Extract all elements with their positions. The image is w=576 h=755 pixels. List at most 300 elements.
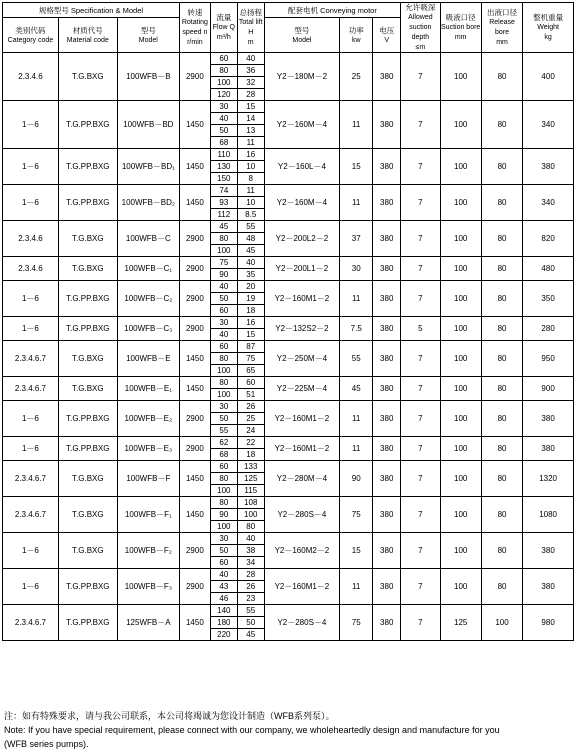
power-cell: 11 <box>340 101 373 149</box>
table-row <box>3 569 574 581</box>
model-cell: 100WFB－B <box>117 53 179 101</box>
head-cell: 65 <box>237 365 264 377</box>
head-cell: 24 <box>237 425 264 437</box>
flow-cell: 90 <box>210 269 237 281</box>
speed-cell: 2900 <box>179 401 210 437</box>
depth-cell: 7 <box>401 257 440 281</box>
head-cell: 45 <box>237 245 264 257</box>
voltage-cell: 380 <box>373 401 401 437</box>
spec-table <box>2 2 574 641</box>
release-cell: 80 <box>481 341 522 377</box>
voltage-cell: 380 <box>373 341 401 377</box>
motor-group-header: 配套电机 Conveying motor <box>264 3 401 18</box>
head-cell: 10 <box>237 161 264 173</box>
weight-cell: 340 <box>523 101 574 149</box>
model-cell: 100WFB－BD₂ <box>117 185 179 221</box>
head-cell: 8.5 <box>237 209 264 221</box>
power-cell: 7.5 <box>340 317 373 341</box>
depth-cell: 7 <box>401 149 440 185</box>
table-row <box>3 185 574 197</box>
head-cell: 48 <box>237 233 264 245</box>
depth-cell: 7 <box>401 341 440 377</box>
motor-cell: Y2－225M－4 <box>264 377 340 401</box>
head-cell: 26 <box>237 581 264 593</box>
motor-cell: Y2－160M－4 <box>264 185 340 221</box>
flow-cell: 40 <box>210 113 237 125</box>
flow-cell: 60 <box>210 461 237 473</box>
voltage-cell: 380 <box>373 281 401 317</box>
depth-cell: 7 <box>401 461 440 497</box>
power-cell: 30 <box>340 257 373 281</box>
table-row <box>3 497 574 509</box>
head-cell: 100 <box>237 509 264 521</box>
flow-cell: 45 <box>210 221 237 233</box>
flow-cell: 80 <box>210 65 237 77</box>
release-cell: 80 <box>481 317 522 341</box>
table-row <box>3 281 574 293</box>
voltage-cell: 380 <box>373 257 401 281</box>
voltage-header: 电压 V <box>373 18 401 53</box>
speed-cell: 1450 <box>179 341 210 377</box>
head-cell: 28 <box>237 89 264 101</box>
speed-cell: 1450 <box>179 101 210 149</box>
speed-cell: 1450 <box>179 149 210 185</box>
flow-cell: 50 <box>210 545 237 557</box>
head-cell: 20 <box>237 281 264 293</box>
suction-cell: 100 <box>440 185 481 221</box>
table-row <box>3 605 574 617</box>
weight-cell: 820 <box>523 221 574 257</box>
table-row <box>3 221 574 233</box>
weight-cell: 280 <box>523 317 574 341</box>
suction-cell: 100 <box>440 53 481 101</box>
head-cell: 26 <box>237 401 264 413</box>
head-cell: 45 <box>237 629 264 641</box>
category-cell: 1－6 <box>3 281 59 317</box>
speed-cell: 1450 <box>179 605 210 641</box>
flow-cell: 90 <box>210 509 237 521</box>
release-cell: 80 <box>481 281 522 317</box>
category-cell: 2.3.4.6.7 <box>3 497 59 533</box>
suction-cell: 100 <box>440 533 481 569</box>
category-cell: 1－6 <box>3 149 59 185</box>
flow-cell: 30 <box>210 401 237 413</box>
suction-cell: 100 <box>440 317 481 341</box>
flow-cell: 100 <box>210 245 237 257</box>
head-cell: 75 <box>237 353 264 365</box>
head-cell: 38 <box>237 545 264 557</box>
suction-cell: 100 <box>440 221 481 257</box>
flow-cell: 62 <box>210 437 237 449</box>
weight-cell: 350 <box>523 281 574 317</box>
head-cell: 55 <box>237 221 264 233</box>
suction-header: 吸液口径 Suction bore mm <box>440 3 481 53</box>
material-cell: T.G.BXG <box>58 533 117 569</box>
flow-cell: 80 <box>210 473 237 485</box>
material-cell: T.G.PP.BXG <box>58 401 117 437</box>
head-cell: 80 <box>237 521 264 533</box>
flow-cell: 110 <box>210 149 237 161</box>
table-row <box>3 257 574 269</box>
speed-cell: 1450 <box>179 377 210 401</box>
voltage-cell: 380 <box>373 53 401 101</box>
category-cell: 2.3.4.6.7 <box>3 341 59 377</box>
power-cell: 90 <box>340 461 373 497</box>
motor-cell: Y2－180M－2 <box>264 53 340 101</box>
head-cell: 125 <box>237 473 264 485</box>
voltage-cell: 380 <box>373 497 401 533</box>
power-header: 功率 kw <box>340 18 373 53</box>
speed-cell: 2900 <box>179 437 210 461</box>
model-cell: 100WFB－C₁ <box>117 257 179 281</box>
table-row <box>3 401 574 413</box>
flow-cell: 50 <box>210 413 237 425</box>
flow-cell: 93 <box>210 197 237 209</box>
depth-cell: 7 <box>401 401 440 437</box>
category-cell: 1－6 <box>3 185 59 221</box>
table-row <box>3 53 574 65</box>
head-cell: 25 <box>237 413 264 425</box>
suction-cell: 100 <box>440 401 481 437</box>
weight-cell: 380 <box>523 437 574 461</box>
flow-cell: 120 <box>210 89 237 101</box>
category-cell: 2.3.4.6.7 <box>3 605 59 641</box>
spec-table-body <box>3 53 574 641</box>
flow-cell: 30 <box>210 101 237 113</box>
depth-cell: 7 <box>401 185 440 221</box>
head-cell: 10 <box>237 197 264 209</box>
flow-header: 流量 Flow Q m³/h <box>210 3 237 53</box>
suction-cell: 100 <box>440 437 481 461</box>
material-cell: T.G.BXG <box>58 221 117 257</box>
head-cell: 55 <box>237 605 264 617</box>
head-cell: 11 <box>237 137 264 149</box>
power-cell: 37 <box>340 221 373 257</box>
table-row <box>3 101 574 113</box>
speed-cell: 2900 <box>179 569 210 605</box>
suction-cell: 100 <box>440 341 481 377</box>
suction-cell: 100 <box>440 497 481 533</box>
model-cell: 100WFB－F₃ <box>117 569 179 605</box>
voltage-cell: 380 <box>373 101 401 149</box>
speed-cell: 2900 <box>179 257 210 281</box>
weight-cell: 380 <box>523 533 574 569</box>
voltage-cell: 380 <box>373 377 401 401</box>
weight-cell: 980 <box>523 605 574 641</box>
power-cell: 75 <box>340 497 373 533</box>
category-cell: 1－6 <box>3 569 59 605</box>
model-cell: 100WFB－F₁ <box>117 497 179 533</box>
head-cell: 133 <box>237 461 264 473</box>
table-row <box>3 341 574 353</box>
flow-cell: 30 <box>210 317 237 329</box>
weight-cell: 400 <box>523 53 574 101</box>
flow-cell: 80 <box>210 233 237 245</box>
depth-cell: 7 <box>401 605 440 641</box>
release-header: 出液口径 Release bore mm <box>481 3 522 53</box>
note-en-line2: (WFB series pumps). <box>4 739 89 749</box>
power-cell: 11 <box>340 569 373 605</box>
head-cell: 51 <box>237 389 264 401</box>
flow-cell: 80 <box>210 377 237 389</box>
power-cell: 11 <box>340 401 373 437</box>
depth-cell: 7 <box>401 101 440 149</box>
category-cell: 2.3.4.6 <box>3 221 59 257</box>
flow-cell: 80 <box>210 353 237 365</box>
weight-cell: 1080 <box>523 497 574 533</box>
depth-cell: 7 <box>401 281 440 317</box>
motor-cell: Y2－160M1－2 <box>264 281 340 317</box>
table-row <box>3 317 574 329</box>
model-cell: 100WFB－C₃ <box>117 317 179 341</box>
head-cell: 40 <box>237 53 264 65</box>
flow-cell: 60 <box>210 557 237 569</box>
power-cell: 11 <box>340 281 373 317</box>
model-cell: 100WFB－E₂ <box>117 401 179 437</box>
depth-cell: 5 <box>401 317 440 341</box>
motor-cell: Y2－160M1－2 <box>264 437 340 461</box>
motor-cell: Y2－200L1－2 <box>264 257 340 281</box>
power-cell: 11 <box>340 185 373 221</box>
depth-cell: 7 <box>401 53 440 101</box>
suction-cell: 100 <box>440 461 481 497</box>
model-cell: 100WFB－C <box>117 221 179 257</box>
suction-cell: 125 <box>440 605 481 641</box>
table-row <box>3 533 574 545</box>
motor-cell: Y2－160L－4 <box>264 149 340 185</box>
weight-cell: 380 <box>523 569 574 605</box>
depth-cell: 7 <box>401 569 440 605</box>
material-cell: T.G.PP.BXG <box>58 149 117 185</box>
head-cell: 50 <box>237 617 264 629</box>
motor-cell: Y2－280M－4 <box>264 461 340 497</box>
motor-cell: Y2－250M－4 <box>264 341 340 377</box>
flow-cell: 55 <box>210 425 237 437</box>
power-cell: 75 <box>340 605 373 641</box>
voltage-cell: 380 <box>373 569 401 605</box>
weight-cell: 900 <box>523 377 574 401</box>
voltage-cell: 380 <box>373 317 401 341</box>
depth-header: 允许吸深 Allowed suction depth ≤m <box>401 3 440 53</box>
model-cell: 100WFB－E₁ <box>117 377 179 401</box>
note-cn: 注：如有特殊要求，请与我公司联系，本公司将竭诚为您设计制造（WFB系列泵）。 <box>4 711 335 721</box>
category-cell: 2.3.4.6.7 <box>3 461 59 497</box>
suction-cell: 100 <box>440 149 481 185</box>
head-cell: 108 <box>237 497 264 509</box>
model-cell: 100WFB－E <box>117 341 179 377</box>
flow-cell: 40 <box>210 329 237 341</box>
material-cell: T.G.BXG <box>58 461 117 497</box>
weight-cell: 380 <box>523 149 574 185</box>
depth-cell: 7 <box>401 533 440 569</box>
flow-cell: 100 <box>210 77 237 89</box>
material-cell: T.G.BXG <box>58 341 117 377</box>
motor-cell: Y2－280S－4 <box>264 497 340 533</box>
voltage-cell: 380 <box>373 221 401 257</box>
head-cell: 22 <box>237 437 264 449</box>
motor-cell: Y2－160M2－2 <box>264 533 340 569</box>
release-cell: 80 <box>481 461 522 497</box>
flow-cell: 130 <box>210 161 237 173</box>
release-cell: 80 <box>481 497 522 533</box>
category-cell: 1－6 <box>3 401 59 437</box>
depth-cell: 7 <box>401 377 440 401</box>
category-cell: 1－6 <box>3 533 59 569</box>
spec-group-header: 规格型号 Specification & Model <box>3 3 180 18</box>
release-cell: 80 <box>481 437 522 461</box>
table-row <box>3 461 574 473</box>
category-cell: 2.3.4.6.7 <box>3 377 59 401</box>
category-cell: 1－6 <box>3 101 59 149</box>
material-cell: T.G.BXG <box>58 53 117 101</box>
model-header: 型号 Model <box>117 18 179 53</box>
flow-cell: 50 <box>210 125 237 137</box>
voltage-cell: 380 <box>373 185 401 221</box>
motor-cell: Y2－160M－4 <box>264 101 340 149</box>
head-cell: 60 <box>237 377 264 389</box>
flow-cell: 30 <box>210 533 237 545</box>
power-cell: 45 <box>340 377 373 401</box>
material-cell: T.G.PP.BXG <box>58 101 117 149</box>
material-cell: T.G.PP.BXG <box>58 317 117 341</box>
head-cell: 16 <box>237 317 264 329</box>
head-cell: 18 <box>237 305 264 317</box>
depth-cell: 7 <box>401 221 440 257</box>
head-cell: 34 <box>237 557 264 569</box>
table-row <box>3 149 574 161</box>
flow-cell: 68 <box>210 449 237 461</box>
speed-cell: 2900 <box>179 53 210 101</box>
category-cell: 2.3.4.6 <box>3 53 59 101</box>
speed-cell: 1450 <box>179 497 210 533</box>
weight-cell: 1320 <box>523 461 574 497</box>
head-cell: 11 <box>237 185 264 197</box>
power-cell: 25 <box>340 53 373 101</box>
release-cell: 80 <box>481 377 522 401</box>
speed-cell: 1450 <box>179 185 210 221</box>
flow-cell: 68 <box>210 137 237 149</box>
model-cell: 100WFB－E₃ <box>117 437 179 461</box>
category-header: 类别代码 Category code <box>3 18 59 53</box>
voltage-cell: 380 <box>373 461 401 497</box>
head-cell: 13 <box>237 125 264 137</box>
motor-cell: Y2－132S2－2 <box>264 317 340 341</box>
voltage-cell: 380 <box>373 437 401 461</box>
head-cell: 16 <box>237 149 264 161</box>
suction-cell: 100 <box>440 281 481 317</box>
voltage-cell: 380 <box>373 605 401 641</box>
speed-cell: 2900 <box>179 281 210 317</box>
voltage-cell: 380 <box>373 149 401 185</box>
speed-header: 转速 Rotating speed n r/min <box>179 3 210 53</box>
model-cell: 100WFB－F <box>117 461 179 497</box>
head-cell: 28 <box>237 569 264 581</box>
depth-cell: 7 <box>401 497 440 533</box>
flow-cell: 40 <box>210 569 237 581</box>
material-cell: T.G.BXG <box>58 377 117 401</box>
head-cell: 40 <box>237 257 264 269</box>
weight-cell: 380 <box>523 401 574 437</box>
suction-cell: 100 <box>440 569 481 605</box>
material-cell: T.G.BXG <box>58 257 117 281</box>
material-cell: T.G.PP.BXG <box>58 437 117 461</box>
weight-cell: 480 <box>523 257 574 281</box>
release-cell: 80 <box>481 101 522 149</box>
head-cell: 15 <box>237 329 264 341</box>
motor-cell: Y2－200L2－2 <box>264 221 340 257</box>
speed-cell: 2900 <box>179 221 210 257</box>
material-cell: T.G.PP.BXG <box>58 281 117 317</box>
flow-cell: 140 <box>210 605 237 617</box>
flow-cell: 43 <box>210 581 237 593</box>
flow-cell: 180 <box>210 617 237 629</box>
material-cell: T.G.BXG <box>58 497 117 533</box>
power-cell: 55 <box>340 341 373 377</box>
flow-cell: 80 <box>210 497 237 509</box>
model-cell: 100WFB－F₂ <box>117 533 179 569</box>
flow-cell: 100 <box>210 521 237 533</box>
model-cell: 100WFB－C₂ <box>117 281 179 317</box>
release-cell: 80 <box>481 53 522 101</box>
motor-cell: Y2－160M1－2 <box>264 569 340 605</box>
material-cell: T.G.PP.BXG <box>58 185 117 221</box>
model-cell: 125WFB－A <box>117 605 179 641</box>
flow-cell: 40 <box>210 281 237 293</box>
motor-cell: Y2－160M1－2 <box>264 401 340 437</box>
suction-cell: 100 <box>440 377 481 401</box>
material-cell: T.G.PP.BXG <box>58 605 117 641</box>
flow-cell: 60 <box>210 53 237 65</box>
flow-cell: 60 <box>210 305 237 317</box>
flow-cell: 50 <box>210 293 237 305</box>
head-cell: 19 <box>237 293 264 305</box>
release-cell: 80 <box>481 533 522 569</box>
flow-cell: 150 <box>210 173 237 185</box>
speed-cell: 1450 <box>179 461 210 497</box>
head-header: 总扬程 Total lift H m <box>237 3 264 53</box>
head-cell: 115 <box>237 485 264 497</box>
release-cell: 80 <box>481 221 522 257</box>
flow-cell: 100 <box>210 485 237 497</box>
weight-cell: 950 <box>523 341 574 377</box>
motor-model-header: 型号 Model <box>264 18 340 53</box>
head-cell: 40 <box>237 533 264 545</box>
suction-cell: 100 <box>440 257 481 281</box>
category-cell: 1－6 <box>3 317 59 341</box>
speed-cell: 2900 <box>179 317 210 341</box>
depth-cell: 7 <box>401 437 440 461</box>
head-cell: 87 <box>237 341 264 353</box>
voltage-cell: 380 <box>373 533 401 569</box>
flow-cell: 220 <box>210 629 237 641</box>
weight-cell: 340 <box>523 185 574 221</box>
flow-cell: 100 <box>210 365 237 377</box>
speed-cell: 2900 <box>179 533 210 569</box>
flow-cell: 100 <box>210 389 237 401</box>
category-cell: 1－6 <box>3 437 59 461</box>
head-cell: 14 <box>237 113 264 125</box>
power-cell: 11 <box>340 437 373 461</box>
release-cell: 80 <box>481 401 522 437</box>
release-cell: 80 <box>481 185 522 221</box>
head-cell: 15 <box>237 101 264 113</box>
head-cell: 36 <box>237 65 264 77</box>
head-cell: 35 <box>237 269 264 281</box>
flow-cell: 46 <box>210 593 237 605</box>
flow-cell: 60 <box>210 341 237 353</box>
head-cell: 32 <box>237 77 264 89</box>
release-cell: 80 <box>481 149 522 185</box>
